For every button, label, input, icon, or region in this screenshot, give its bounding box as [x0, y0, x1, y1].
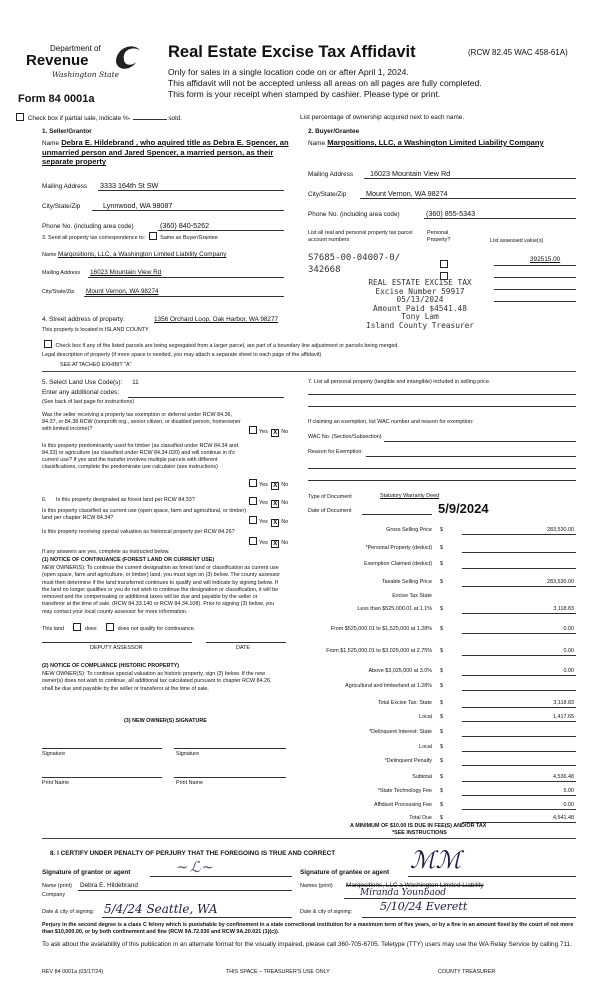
header-line-1: Only for sales in a single location code on or after April 1, 2024.: [168, 67, 409, 77]
tax-row-label: From $1,525,000.01 to $3,025,000 at 2.75%: [326, 648, 432, 654]
grantee-names-label: Names (print): [300, 883, 333, 889]
tax-row-dollar: $: [440, 545, 443, 551]
sec3-heading-row: 3. Send all property tax correspondence to: Same as Buyer/Grantee: [42, 232, 218, 241]
tax-row-label: Total Due: [409, 815, 432, 821]
perjury-warning: Perjury in the second degree is a class C felony which is punishable by confinement in a state correctional institution for a maximum term of five years, or by a fine in an amount fixed by the court of not more than $10,000.00, or by both confinement and fine (RCW 9A.72.030 and RCW 9A.20.021 (1)(c)).: [42, 922, 574, 935]
notice-continuance-title: (1) NOTICE OF CONTINUANCE (FOREST LAND OR CURRENT USE): [42, 557, 215, 563]
form-rcw: (RCW 82.45 WAC 458-61A): [468, 48, 568, 57]
wac-label: WAC No. (Section/Subsection): [308, 434, 382, 440]
buyer-phone[interactable]: (360) 855-5343: [426, 209, 476, 218]
question-exemption-answer[interactable]: Yes X No: [247, 426, 288, 437]
logo-dept-text: Department of: [50, 44, 101, 53]
seller-phone-label: Phone No. (including area code): [42, 223, 134, 230]
no-checked-5[interactable]: X: [273, 541, 278, 547]
revision-label: REV 84 0001a (03/17/24): [42, 969, 104, 975]
buyer-name: Marqositions, LLC, a Washington Limited Liability Company: [327, 138, 544, 147]
tax-row-value[interactable]: 0.00: [563, 668, 574, 674]
additional-codes-label: Enter any additional codes:: [42, 389, 120, 396]
seller-phone[interactable]: (360) 840-5262: [160, 221, 210, 230]
see-instructions-note: *SEE INSTRUCTIONS: [392, 830, 447, 836]
certify-heading: 8. I CERTIFY UNDER PENALTY OF PERJURY THAT THE FOREGOING IS TRUE AND CORRECT: [50, 850, 336, 857]
tax-row-label: Subtotal: [412, 774, 432, 780]
grantee-printed-name[interactable]: Marqositions, LLC a Washington Limited Liability: [346, 882, 484, 889]
tax-row-label: *Personal Property (deduct): [365, 545, 432, 551]
owner-print-label-1: Print Name: [42, 780, 69, 786]
tax-row-dollar: $: [440, 668, 443, 674]
tax-row-dollar: $: [440, 802, 443, 808]
buyer-name-field[interactable]: Name Marqositions, LLC, a Washington Limited Liability Company: [308, 138, 544, 147]
question-historic: Is this property receiving special valuation as historical property per RCW 84.26?: [42, 529, 235, 535]
tax-row-dollar: $: [440, 700, 443, 706]
grantor-signature-label: Signature of grantor or agent: [42, 869, 131, 876]
minimum-fee-note: A MINIMUM OF $10.00 IS DUE IN FEE(S) AND/OR TAX: [350, 823, 487, 829]
sec3-mail[interactable]: 16023 Mountain View Rd: [90, 269, 162, 276]
notice-continuance-text: NEW OWNER(S): To continue the current designation as forest land or classification as current use (open space, farm and agriculture, or timber) land, you must sign on (3) below. The county assessor must then determine if the land transferred continues to qualify and will indicate by signing below. If the land no longer qualifies or you do not wish to continue the designation or classification, it will be removed and the compensating or additional taxes will be due and payable by the seller or transferor at the time of sale. (RCW 84.33.140 or RCW 84.34.108). Prior to signing (3) below, you may contact your local county assessor for more information.: [42, 565, 281, 615]
tax-row-label: Affidavit Processing Fee: [373, 802, 432, 808]
same-as-buyer-checkbox[interactable]: [149, 232, 157, 240]
legal-exhibit[interactable]: SEE ATTACHED EXHIBIT "A": [60, 362, 132, 368]
county-line: This property is located in ISLAND COUNTY: [42, 327, 149, 333]
tax-row-dollar: $: [440, 527, 443, 533]
sec3-name[interactable]: Marqositions, LLC, a Washington Limited Liability Company: [58, 251, 227, 258]
header-line-2: This affidavit will not be accepted unless all areas on all pages are fully completed.: [168, 78, 482, 88]
tax-row-label: From $525,000.01 to $1,525,000 at 1.28%: [330, 626, 432, 632]
exemption-heading: If claiming an exemption, list WAC number and reason for exemption:: [308, 419, 474, 425]
grantee-date-label: Date & city of signing:: [300, 909, 353, 915]
street-address-label: 4. Street address of property:: [42, 316, 125, 323]
land-qualify-row: This land does does not qualify for continuance.: [42, 623, 195, 632]
if-yes-note: If any answers are yes, complete as instructed below.: [42, 549, 170, 555]
tax-row-label: Taxable Selling Price: [381, 579, 432, 585]
grantor-date-label: Date & city of signing:: [42, 909, 95, 915]
owner-print-label-2: Print Name: [176, 780, 203, 786]
tax-row-value[interactable]: 0.00: [563, 626, 574, 632]
question-forest-answer[interactable]: Yes X No: [247, 497, 288, 508]
tax-row-value[interactable]: 5.00: [563, 788, 574, 794]
tax-row-value[interactable]: 4,541.48: [553, 815, 574, 821]
owner-signature-label-2: Signature: [176, 751, 200, 757]
grantee-date[interactable]: 5/10/24 Everett: [380, 900, 468, 913]
no-checked-1[interactable]: X: [273, 430, 278, 436]
tax-row-label: Less than $525,000.01 at 1.1%: [357, 606, 432, 612]
tax-row-label: Total Excise Tax: State: [377, 700, 432, 706]
deputy-assessor-label: DEPUTY ASSESSOR: [90, 645, 143, 651]
buyer-phone-label: Phone No. (including area code): [308, 211, 400, 218]
notice-compliance-text: NEW OWNER(S): To continue special valuation as historic property, sign (3) below. If the new owner(s) does not wish to continue, all additional tax calculated pursuant to chapter RCW 84.26, shall be due and payable by the seller or transferor at the time of sale.: [42, 671, 272, 692]
doc-type-label: Type of Document: [308, 494, 352, 500]
header-line-3: This form is your receipt when stamped by cashier. Please type or print.: [168, 89, 441, 99]
company-label: Company: [42, 892, 66, 898]
reason-label: Reason for Exemption:: [308, 449, 363, 455]
question-current-use-answer[interactable]: Yes X No: [247, 516, 288, 527]
grantor-signature[interactable]: ∼ℒ∼: [176, 858, 215, 876]
tax-row-label: Excise Tax State: [392, 593, 432, 599]
ownership-note: List percentage of ownership acquired next to each name.: [300, 114, 465, 121]
grantor-name-label: Name (print): [42, 883, 72, 889]
question-timber: Is this property predominantly used for timber (as classified under RCW 84.34 and 84.33) or agriculture (as classified under RCW 84.34.020) and will continue in it's current use? If yes and the transfer involves multiple parcels with different classifications, complete the predominate use calculator (see instructions): [42, 443, 238, 470]
tax-row-dollar: $: [440, 606, 443, 612]
tax-row-value[interactable]: 4,536.48: [553, 774, 574, 780]
assessed-value[interactable]: 392515.00: [530, 256, 561, 263]
sec3-name-label: Name: [42, 252, 57, 258]
seller-mail-label: Mailing Address: [42, 183, 88, 190]
personal-property-col-heading: Personal Property?: [427, 230, 451, 243]
tax-row-label: *State Technology Fee: [377, 788, 432, 794]
does-checkbox[interactable]: [73, 623, 81, 631]
grantor-date[interactable]: 5/4/24 Seattle, WA: [104, 902, 218, 916]
tax-row-label: Above $3,025,000 at 3.0%: [368, 668, 432, 674]
sec3-city-label: City/State/Zip: [42, 289, 75, 295]
assessed-value-col-heading: List assessed value(s): [490, 238, 544, 244]
parcel-number[interactable]: S7685-00-04007-0/ 342668: [308, 253, 401, 275]
tax-row-dollar: $: [440, 626, 443, 632]
seller-name-field[interactable]: Name Debra E. Hildebrand , who aquired title as Debra E. Spencer, an unmarried person and Jared Spencer, a married person, as their separate property: [42, 138, 289, 167]
county-treasurer-label: COUNTY TREASURER: [438, 969, 496, 975]
partial-sale-checkbox[interactable]: [16, 113, 24, 121]
logo-revenue-text: Revenue: [26, 52, 89, 69]
question-historic-answer[interactable]: Yes X No: [247, 537, 288, 548]
seller-city-label: City/State/Zip: [42, 203, 81, 210]
grantee-signature-label: Signature of grantee or agent: [300, 869, 390, 876]
doc-date[interactable]: 5/9/2024: [438, 501, 489, 516]
agency-logo: [14, 40, 154, 92]
sec3-mail-label: Mailing Address: [42, 270, 81, 276]
legal-description-label: Legal description of property (if more space is needed, you may attach a separate sheet to each page of the affidavit): [42, 352, 322, 358]
tax-row-dollar: $: [440, 714, 443, 720]
buyer-mail[interactable]: 16023 Mountain View Rd: [370, 169, 451, 178]
tax-row-dollar: $: [440, 579, 443, 585]
buyer-heading: 2. Buyer/Grantee: [308, 128, 360, 135]
seller-name: Debra E. Hildebrand , who aquired title as Debra E. Spencer, an unmarried person and Jared Spencer, a married person, as their separate property: [42, 138, 289, 167]
tax-row-label: Local: [419, 714, 432, 720]
buyer-city[interactable]: Mount Vernon, WA 98274: [366, 189, 448, 198]
partial-sale-row: [14, 113, 182, 122]
partial-sale-label: Check box if partial sale, indicate %-: [27, 115, 131, 122]
tax-row-dollar: $: [440, 683, 443, 689]
accessibility-note: To ask about the availability of this publication in an alternate format for the visually impaired, please call 360-705-6705. Teletype (TTY) users may use the WA Relay Service by calling 711.: [42, 941, 572, 948]
street-address[interactable]: 1356 Orchard Loop, Oak Harbor, WA 98277: [154, 316, 279, 323]
segregation-checkbox[interactable]: [44, 340, 52, 348]
tax-row-dollar: $: [440, 774, 443, 780]
land-use-label: 5. Select Land Use Code(s): 11: [42, 379, 139, 386]
buyer-mail-label: Mailing Address: [308, 171, 354, 178]
owner-signature-label-1: Signature: [42, 751, 66, 757]
see-instructions-label: (See back of last page for instructions): [42, 399, 134, 405]
buyer-city-label: City/State/Zip: [308, 191, 347, 198]
tax-row-label: Gross Selling Price: [386, 527, 432, 533]
does-not-checkbox[interactable]: [106, 623, 114, 631]
tax-row-label: Agricultural and timberland at 1.28%: [345, 683, 432, 689]
partial-sale-sold: sold.: [168, 115, 182, 122]
seller-city[interactable]: Lynnwood, WA 98087: [103, 201, 173, 210]
no-checked-3[interactable]: X: [273, 501, 278, 507]
tax-row-label: *Delinquent Interest: State: [369, 729, 432, 735]
doc-type[interactable]: Statutory Warranty Deed: [380, 493, 440, 499]
tax-row-dollar: $: [440, 729, 443, 735]
form-number: Form 84 0001a: [18, 93, 95, 105]
grantee-handwritten-name[interactable]: Miranda Younbaod: [360, 888, 447, 898]
question-forest-row: 6. Is this property designated as forest land per RCW 84.33?: [42, 497, 195, 503]
logo-state-text: Washington State: [52, 70, 120, 79]
deputy-date-label: DATE: [236, 645, 250, 651]
question-forest: Is this property designated as forest land per RCW 84.33?: [56, 497, 195, 503]
treasurer-use-label: THIS SPACE – TREASURER'S USE ONLY: [226, 969, 330, 975]
no-checked-2[interactable]: X: [273, 483, 278, 489]
tax-row-dollar: $: [440, 758, 443, 764]
tax-row-value[interactable]: 283,530.00: [547, 579, 574, 585]
personal-property-heading: 7. List all personal property (tangible and intangible) included in selling price.: [308, 379, 491, 385]
tax-row-dollar: $: [440, 744, 443, 750]
grantor-name[interactable]: Debra E. Hildebrand: [80, 882, 138, 889]
form-title: Real Estate Excise Tax Affidavit: [168, 43, 416, 61]
no-checked-4[interactable]: X: [273, 520, 278, 526]
grantee-signature[interactable]: ℳℳ: [410, 846, 462, 874]
tax-row-value[interactable]: 0.00: [563, 648, 574, 654]
seller-heading: 1. Seller/Grantor: [42, 128, 92, 135]
question-timber-answer[interactable]: Yes X No: [247, 479, 288, 490]
segregation-row: Check box if any of the listed parcels are being segregated from a larger parcel, are part of a boundary line adjustment or parcels being merged.: [42, 340, 399, 349]
notice-compliance-title: (2) NOTICE OF COMPLIANCE (HISTORIC PROPERTY): [42, 663, 180, 669]
tax-row-dollar: $: [440, 648, 443, 654]
tax-row-label: Exemption Claimed (deduct): [363, 561, 432, 567]
tax-row-value[interactable]: 3,118.83: [553, 700, 574, 706]
treasurer-receipt-stamp: REAL ESTATE EXCISE TAX Excise Number 59917 05/13/2024 Amount Paid $4541.48 Tony Lam Island County Treasurer: [366, 278, 474, 330]
seller-mail[interactable]: 3333 164th St SW: [100, 181, 159, 190]
tax-row-dollar: $: [440, 815, 443, 821]
parcel-col-heading: List all real and personal property tax parcel account numbers: [308, 230, 413, 243]
tax-row-dollar: $: [440, 561, 443, 567]
question-exemption: Was the seller receiving a property tax exemption or deferral under RCW 84.36, 84.37, or 84.38 RCW (nonprofit org., senior citizen, or disabled person, homeowner with limited income)?: [42, 412, 241, 432]
tax-row-value[interactable]: 0.00: [563, 802, 574, 808]
tax-row-value[interactable]: 283,530.00: [547, 527, 574, 533]
tax-row-value[interactable]: 3,118.83: [553, 606, 574, 612]
question-current-use: Is this property classified as current use (open space, farm and agricultural, or timber) land per chapter RCW 84.34?: [42, 508, 247, 521]
sec3-city[interactable]: Mount Vernon, WA 98274: [86, 288, 159, 295]
tax-row-dollar: $: [440, 788, 443, 794]
doc-date-label: Date of Document: [308, 508, 352, 514]
tax-row-value[interactable]: 1,417.65: [553, 714, 574, 720]
land-use-code[interactable]: 11: [132, 379, 139, 386]
tax-row-label: Local: [419, 744, 432, 750]
revenue-swirl-icon: [110, 42, 144, 72]
new-owner-signature-heading: (3) NEW OWNER(S) SIGNATURE: [124, 718, 207, 724]
tax-row-label: *Delinquent Penalty: [384, 758, 432, 764]
